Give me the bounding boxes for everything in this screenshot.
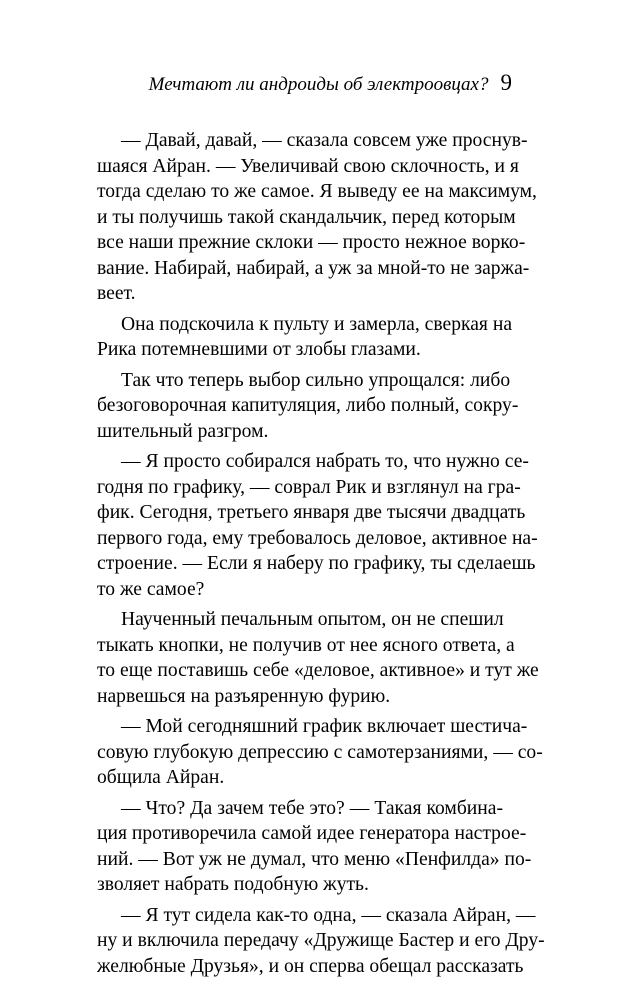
text-line: — Давай, давай, — сказала совсем уже проснув- xyxy=(121,130,528,151)
body-text xyxy=(97,128,545,979)
text-line: все наши прежние склоки — просто нежное ворко- xyxy=(97,232,526,253)
paragraph xyxy=(97,796,532,898)
text-line: годня по графику, — соврал Рик и взглянул на гра- xyxy=(97,476,521,498)
paragraph xyxy=(97,903,545,980)
page-number: 9 xyxy=(500,70,512,95)
text-line: — Я тут сидела как-то одна, — сказала Айран, — xyxy=(121,904,536,926)
text-line: — Что? Да зачем тебе это? — Такая комбина- xyxy=(121,797,503,819)
text-line: безоговорочная капитуляция, либо полный, сокру- xyxy=(97,395,519,416)
text-line: Рика потемневшими от злобы глазами. xyxy=(97,339,421,360)
running-head xyxy=(149,70,512,96)
text-line: желюбные Друзья», и он сперва обещал рассказать xyxy=(97,955,524,977)
text-line: первого года, ему требовалось деловое, активное на- xyxy=(97,527,538,549)
text-line: ция противоречила самой идее генератора настрое- xyxy=(97,823,527,844)
text-line: — Я просто собирался набрать то, что нужно се- xyxy=(121,451,529,472)
text-line: шительный разгром. xyxy=(97,420,269,442)
paragraph xyxy=(97,607,539,709)
text-line: шаяся Айран. — Увеличивай свою склочность, и я xyxy=(97,155,519,177)
text-line: ну и включила передачу «Дружище Бастер и его Дру- xyxy=(97,930,545,951)
text-line: фик. Сегодня, третьего января две тысячи двадцать xyxy=(97,502,526,523)
text-line: тогда сделаю то же самое. Я выведу ее на максимум, xyxy=(97,181,537,202)
text-line: — Мой сегодняшний график включает шестича- xyxy=(121,716,528,737)
text-line: то же самое? xyxy=(97,578,205,600)
paragraph xyxy=(97,368,519,445)
text-line: совую глубокую депрессию с самотерзаниями, — со- xyxy=(97,741,543,763)
text-line: нарвешься на разъяренную фурию. xyxy=(97,685,391,707)
text-line: Она подскочила к пульту и замерла, сверкая на xyxy=(121,313,513,335)
text-line: веет. xyxy=(97,283,136,304)
text-line: вание. Набирай, набирай, а уж за мной-то не заржа- xyxy=(97,257,530,279)
text-line: общила Айран. xyxy=(97,767,225,788)
paragraph xyxy=(97,312,513,363)
paragraph xyxy=(97,449,538,602)
paragraph xyxy=(97,128,537,307)
text-line: ний. — Вот уж не думал, что меню «Пенфилда» по- xyxy=(97,848,532,870)
running-title: Мечтают ли андроиды об электроовцах? xyxy=(148,74,489,95)
text-line: зволяет набрать подобную жуть. xyxy=(97,874,369,895)
text-line: строение. — Если я наберу по графику, ты сделаешь xyxy=(97,553,536,574)
text-line: и ты получишь такой скандальчик, перед которым xyxy=(97,206,516,228)
text-line: Так что теперь выбор сильно упрощался: либо xyxy=(121,369,511,391)
paragraph xyxy=(97,714,543,791)
text-line: Наученный печальным опытом, он не спешил xyxy=(121,609,504,630)
text-line: то еще поставишь себе «деловое, активное» и тут же xyxy=(97,660,539,681)
text-line: тыкать кнопки, не получив от нее ясного ответа, а xyxy=(97,634,515,656)
